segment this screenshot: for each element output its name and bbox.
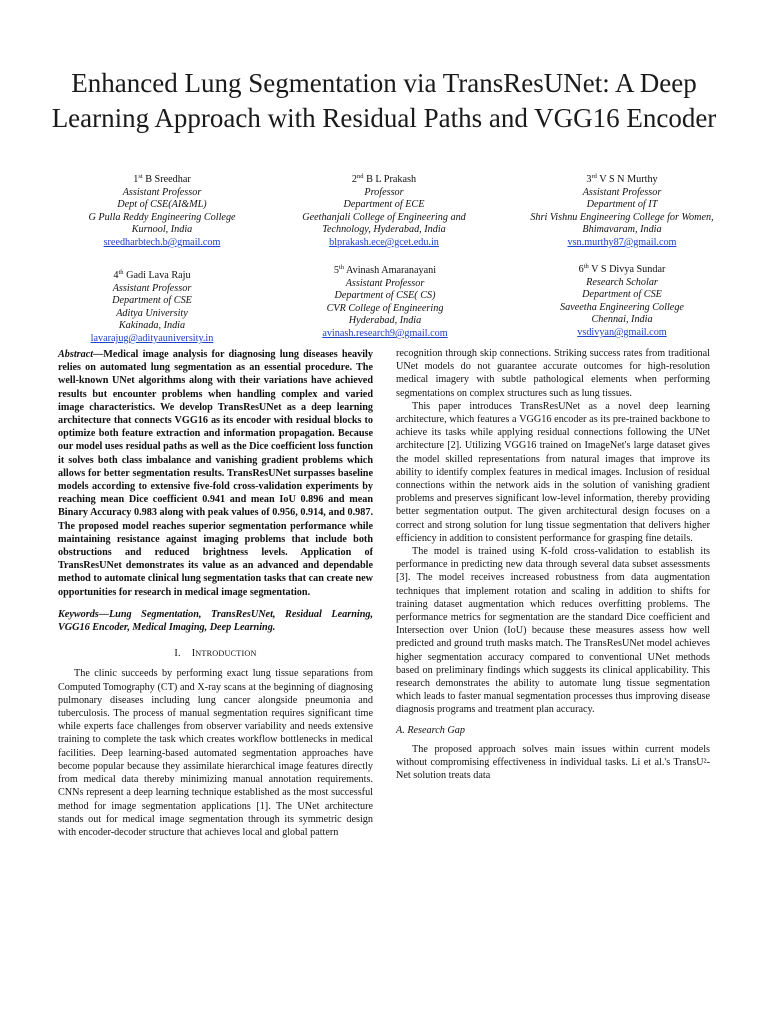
- abstract-lead: Abstract: [58, 349, 94, 360]
- author-institution: Shri Vishnu Engineering College for Women, Bhimavaram, India: [530, 211, 714, 236]
- author-dept: Department of CSE: [582, 289, 662, 301]
- author-role: Research Scholar: [586, 276, 658, 288]
- intro-paragraph-1-continued: recognition through skip connections. Striking success rates from traditional UNet models do not guarantee accurate outcomes for high-resolution medical imagery with subtle pathological elements when performing segmentations on complex structures such as lung tissues.: [396, 348, 710, 399]
- author-institution: G Pulla Reddy Engineering College: [88, 211, 236, 223]
- author-5: 5th Avinash Amaranayani Assistant Professor Department of CSE( CS) CVR College of Engineering Hyderabad, India avinash.research9@gmail.com: [290, 265, 480, 341]
- author-role: Assistant Professor: [122, 186, 202, 198]
- research-gap-paragraph-1: The proposed approach solves main issues within current models without compromising effectiveness in individual tasks. Li et al.'s TransU²-Net solution treats data: [396, 743, 710, 782]
- author-email-link[interactable]: sreedharbtech.b@gmail.com: [103, 236, 221, 248]
- author-6: 6th V S Divya Sundar Research Scholar Department of CSE Saveetha Engineering College Chennai, India vsdivyan@gmail.com: [520, 264, 724, 340]
- author-role: Assistant Professor: [345, 277, 425, 289]
- author-name: B L Prakash: [366, 174, 417, 185]
- author-location: Kurnool, India: [131, 224, 193, 236]
- author-4: 4th Gadi Lava Raju Assistant Professor Department of CSE Aditya University Kakinada, India lavarajug@adityauniversity.in: [52, 270, 252, 346]
- author-email-link[interactable]: blprakash.ece@gcet.edu.in: [329, 236, 439, 248]
- author-role: Assistant Professor: [112, 282, 192, 294]
- intro-paragraph-1: The clinic succeeds by performing exact lung tissue separations from Computed Tomography (CT) and X-ray scans at the beginning of diagnosing pulmonary diseases including lung cancer alongside pneumonia and tuberculosis. The process of manual segmentation requires significant time while experts face challenges from observer variability and needs extensive training to complete the task which creates workflow bottlenecks in medical facilities. Deep learning-based automated segmentation approaches have become popular because they assimilate hierarchical image features directly from medical data thereby minimizing manual annotation requirements. CNNs represent a deep learning technique established as the most successful method for image segmentation applications [1]. The UNet architecture stands out for medical image segmentation through its symmetric design with encoder-decoder structure that achieves local and global pattern: [58, 668, 373, 838]
- author-3: 3rd V S N Murthy Assistant Professor Department of IT Shri Vishnu Engineering College for Women, Bhimavaram, India vsn.murthy87@gmail.com: [512, 174, 732, 250]
- author-email-link[interactable]: avinash.research9@gmail.com: [322, 327, 448, 339]
- author-name: V S N Murthy: [599, 174, 658, 185]
- abstract-text: Medical image analysis for diagnosing lung diseases heavily relies on automated lung segmentation as an essential procedure. The well-known UNet algorithms along with their variations have achieved results but encounter problems when handling complex and varied image characteristics. We develop TransResUNet as a deep learning architecture that connects VGG16 as its encoder with residual blocks to optimize both feature extraction and information propagation. Because our model uses residual paths as well as the Dice coefficient loss function it solves both class imbalance and vanishing gradient problems which allows for better segmentation results. TransResUNet surpasses baseline models according to extensive five-fold cross-validation experiments by reaching mean Dice coefficient 0.941 and mean IoU 0.896 and mean Binary Accuracy 0.983 along with peak values of 0.956, 0.914, and 0.987. The proposed model reaches superior segmentation performance while maintaining resistance against imaging problems that include both obstructions and reduced brightness levels. Application of TransResUNet demonstrates its value as an advanced and dependable method to automate clinical lung segmentation tasks that can create new opportunities for research in medical image segmentation.: [58, 349, 373, 598]
- left-column: [58, 348, 373, 839]
- author-location: Chennai, India: [591, 314, 653, 326]
- author-1: 1st B Sreedhar Assistant Professor Dept of CSE(AI&ML) G Pulla Reddy Engineering College Kurnool, India sreedharbtech.b@gmail.com: [52, 174, 272, 250]
- section-heading-introduction: I. INTRODUCTION: [174, 648, 257, 660]
- author-dept: Department of ECE: [343, 199, 425, 211]
- right-column: [396, 347, 710, 783]
- author-institution: Aditya University: [116, 307, 188, 319]
- author-dept: Department of CSE( CS): [334, 290, 436, 302]
- abstract: Abstract—Medical image analysis for diagnosing lung diseases heavily relies on automated lung segmentation as an essential procedure. The well-known UNet algorithms along with their variations have achieved results but encounter problems when handling complex and varied image characteristics. We develop TransResUNet as a deep learning architecture that connects VGG16 as its encoder with residual blocks to optimize both feature extraction and information propagation. Because our model uses residual paths as well as the Dice coefficient loss function it solves both class imbalance and vanishing gradient problems which allows for better segmentation results. TransResUNet surpasses baseline models according to extensive five-fold cross-validation experiments by reaching mean Dice coefficient 0.941 and mean IoU 0.896 and mean Binary Accuracy 0.983 along with peak values of 0.956, 0.914, and 0.987. The proposed model reaches superior segmentation performance while maintaining resistance against imaging problems that include both obstructions and reduced brightness levels. Application of TransResUNet demonstrates its value as an advanced and dependable method to automate clinical lung segmentation tasks that can create new opportunities for research in medical image segmentation.: [58, 349, 373, 598]
- author-institution: Geethanjali College of Engineering and Technology, Hyderabad, India: [302, 211, 466, 236]
- author-name: Gadi Lava Raju: [126, 270, 191, 281]
- author-email-link[interactable]: vsn.murthy87@gmail.com: [567, 236, 677, 248]
- author-institution: CVR College of Engineering: [326, 302, 444, 314]
- intro-paragraph-3: The model is trained using K-fold cross-validation to establish its performance in predicting new data through several data subset assessments [3]. The model receives increased robustness from data augmentation techniques that implement rotation and scaling in addition to shifts for training dataset augmentation which reduces overfitting problems. The performance metrics for segmentation are the standard Dice coefficient and Intersection over Union (IoU) because these measures assess how well predicted and ground truth masks match. The TransResUNet model achieves higher segmentation accuracy compared to conventional UNet methods based on preliminary findings which suggests its clinical applicability. This research demonstrates the ability to automate lung tissue segmentation which leads to faster manual segmentation processes thus improving disease diagnosis programs and treatment plan accuracy.: [396, 546, 710, 716]
- author-role: Assistant Professor: [582, 186, 662, 198]
- author-email-link[interactable]: vsdivyan@gmail.com: [577, 326, 667, 338]
- keywords: Keywords—Lung Segmentation, TransResUNet, Residual Learning, VGG16 Encoder, Medical Imaging, Deep Learning.: [58, 608, 373, 634]
- subsection-heading-research-gap: A. Research Gap: [396, 724, 465, 736]
- intro-paragraph-2: This paper introduces TransResUNet as a novel deep learning architecture, which features a VGG16 encoder as its pre-trained backbone to achieve its tasks while applying residual connections following the UNet architecture [2]. Utilizing VGG16 trained on ImageNet's large dataset gives the model skilled representations from natural images that improve its ability to identify complex features in medical images. Inclusion of residual connections within the network aids in the solution of vanishing gradient problems and preserves significant low-level information, thereby providing better segmentation output. The given architectural design focuses on a correct and strong solution for lung tissue segmentation that delivers higher efficiency in addition to consistent performance for grasping fine details.: [396, 400, 710, 544]
- author-dept: Department of IT: [586, 199, 658, 211]
- author-institution: Saveetha Engineering College: [560, 301, 684, 313]
- author-location: Kakinada, India: [118, 320, 186, 332]
- author-location: Hyderabad, India: [348, 315, 422, 327]
- paper-title: Enhanced Lung Segmentation via TransResUNet: A Deep Learning Approach with Residual Paths and VGG16 Encoder: [51, 68, 717, 133]
- author-name: Avinash Amaranayani: [346, 265, 437, 276]
- author-role: Professor: [364, 186, 404, 198]
- author-dept: Department of CSE: [112, 295, 192, 307]
- author-name: V S Divya Sundar: [591, 264, 666, 275]
- author-name: B Sreedhar: [145, 174, 191, 185]
- author-email-link[interactable]: lavarajug@adityauniversity.in: [90, 332, 214, 344]
- author-dept: Dept of CSE(AI&ML): [117, 199, 207, 211]
- author-2: 2nd B L Prakash Professor Department of ECE Geethanjali College of Engineering and Technology, Hyderabad, India blprakash.ece@gcet.edu.in: [278, 174, 490, 250]
